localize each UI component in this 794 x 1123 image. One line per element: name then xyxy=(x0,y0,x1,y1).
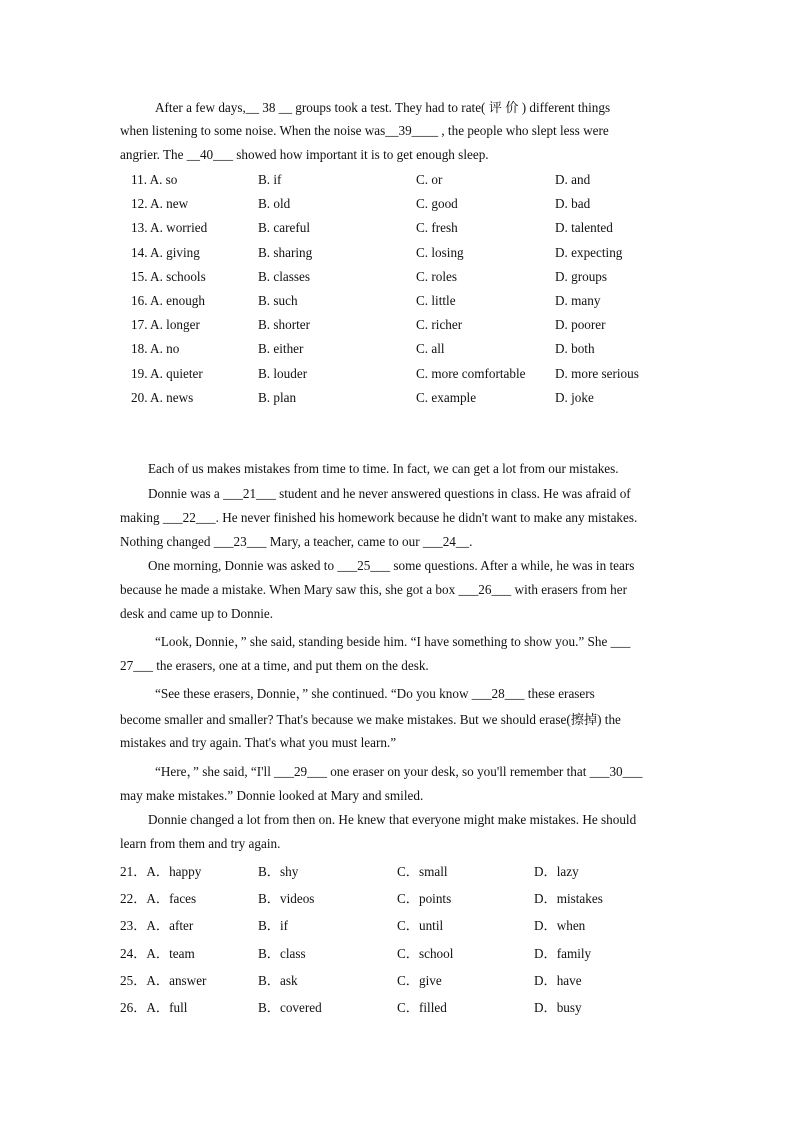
option-b: B．videos xyxy=(258,891,315,907)
option-c: C．give xyxy=(397,972,442,988)
option-row-13 xyxy=(131,220,691,244)
option-c: C. all xyxy=(416,341,445,357)
option-a: 17. A. longer xyxy=(131,317,200,333)
option-row-19 xyxy=(131,366,691,390)
option-a: 12. A. new xyxy=(131,196,189,212)
option-b: B. louder xyxy=(258,365,308,381)
option-d: D．lazy xyxy=(534,864,579,879)
option-d: D．have xyxy=(534,972,582,988)
option-row-24 xyxy=(120,943,680,970)
option-d: D. both xyxy=(555,341,595,357)
option-d: D. groups xyxy=(555,268,608,284)
option-c: C．until xyxy=(397,918,444,934)
option-b: B. old xyxy=(258,196,291,212)
passage2-p7b: learn from them and try again. xyxy=(120,836,281,851)
option-a: 14. A. giving xyxy=(131,244,200,260)
option-b: B. such xyxy=(258,292,298,308)
passage1-line3: angrier. The __40___ showed how important it is to get enough sleep. xyxy=(120,147,489,162)
option-a: 23．A．after xyxy=(120,918,194,934)
option-row-14 xyxy=(131,245,691,269)
option-a: 22．A．faces xyxy=(120,891,197,907)
option-d: D．family xyxy=(534,945,592,961)
option-b: B. shorter xyxy=(258,317,311,333)
option-row-16 xyxy=(131,293,691,317)
option-a: 13. A. worried xyxy=(131,220,208,236)
option-row-20 xyxy=(131,390,691,414)
option-c: C. roles xyxy=(416,268,458,284)
options-list-1 xyxy=(131,172,691,414)
option-b: B. classes xyxy=(258,268,311,284)
option-b: B. sharing xyxy=(258,244,313,260)
passage2-p7a: Donnie changed a lot from then on. He knew that everyone might make mistakes. He should xyxy=(148,812,637,827)
options-list-2 xyxy=(120,861,680,1024)
option-row-21 xyxy=(120,861,680,888)
option-d: D. joke xyxy=(555,389,594,405)
option-d: D. and xyxy=(555,172,591,187)
option-a: 21．A．happy xyxy=(120,864,202,879)
passage2-p5a: “See these erasers, Donnie，” she continued. “Do you know ___28___ these erasers xyxy=(155,686,595,701)
passage2-p2a: Donnie was a ___21___ student and he never answered questions in class. He was afraid of xyxy=(148,486,631,501)
option-d: D. more serious xyxy=(555,365,639,381)
option-c: C. or xyxy=(416,172,443,187)
option-row-23 xyxy=(120,915,680,942)
option-a: 24．A．team xyxy=(120,945,195,961)
option-c: C．small xyxy=(397,864,448,879)
option-row-25 xyxy=(120,970,680,997)
option-d: D．mistakes xyxy=(534,891,603,907)
option-c: C. good xyxy=(416,196,458,212)
passage2-p3c: desk and came up to Donnie. xyxy=(120,606,274,621)
passage2-p6a: “Here，” she said, “I'll ___29___ one eraser on your desk, so you'll remember that ___30___ xyxy=(155,764,643,779)
passage2-p2b: making ___22___. He never finished his homework because he didn't want to make any mistakes. xyxy=(120,510,638,525)
option-d: D. poorer xyxy=(555,317,606,333)
option-c: C. richer xyxy=(416,317,463,333)
option-d: D. bad xyxy=(555,196,591,212)
option-a: 16. A. enough xyxy=(131,292,205,308)
option-a: 25．A．answer xyxy=(120,972,207,988)
option-b: B. plan xyxy=(258,389,297,405)
passage2-p2c: Nothing changed ___23___ Mary, a teacher, came to our ___24__. xyxy=(120,534,473,549)
passage2-p4a: “Look, Donnie，” she said, standing beside him. “I have something to show you.” She ___ xyxy=(155,634,631,649)
option-b: B. if xyxy=(258,172,282,187)
passage2-p5b: become smaller and smaller? That's because we make mistakes. But we should erase(擦掉) the xyxy=(120,712,621,727)
option-c: C. little xyxy=(416,292,456,308)
option-row-26 xyxy=(120,997,680,1024)
option-b: B．if xyxy=(258,918,289,934)
option-b: B．ask xyxy=(258,972,298,988)
option-a: 15. A. schools xyxy=(131,268,206,284)
option-b: B. either xyxy=(258,341,304,357)
option-a: 18. A. no xyxy=(131,341,180,357)
option-row-22 xyxy=(120,888,680,915)
option-row-17 xyxy=(131,317,691,341)
option-c: C．filled xyxy=(397,999,447,1015)
option-a: 20. A. news xyxy=(131,389,194,405)
option-a: 26．A．full xyxy=(120,999,188,1015)
option-d: D. talented xyxy=(555,220,613,236)
option-row-12 xyxy=(131,196,691,220)
option-d: D. many xyxy=(555,292,601,308)
option-c: C. fresh xyxy=(416,220,458,236)
option-d: D．busy xyxy=(534,999,582,1015)
passage2-p3a: One morning, Donnie was asked to ___25___ some questions. After a while, he was in tears xyxy=(148,558,635,573)
option-b: B．shy xyxy=(258,864,299,879)
passage2-p5c: mistakes and try again. That's what you must learn.” xyxy=(120,735,397,750)
passage2-p4b: 27___ the erasers, one at a time, and put them on the desk. xyxy=(120,658,429,673)
option-c: C. losing xyxy=(416,244,464,260)
option-c: C. example xyxy=(416,389,477,405)
option-b: B. careful xyxy=(258,220,310,236)
option-d: D. expecting xyxy=(555,244,623,260)
option-b: B．class xyxy=(258,945,306,961)
passage1-line2: when listening to some noise. When the noise was__39____ , the people who slept less were xyxy=(120,123,609,138)
option-c: C．points xyxy=(397,891,452,907)
passage2-p3b: because he made a mistake. When Mary saw this, she got a box ___26___ with erasers from her xyxy=(120,582,627,597)
passage1-line1: After a few days,__ 38 __ groups took a test. They had to rate( 评 价 ) different things xyxy=(155,100,611,115)
option-row-11 xyxy=(131,172,691,196)
option-b: B．covered xyxy=(258,999,322,1015)
option-a: 11. A. so xyxy=(131,172,178,187)
option-c: C. more comfortable xyxy=(416,365,526,381)
option-d: D．when xyxy=(534,918,586,934)
option-row-15 xyxy=(131,269,691,293)
passage2-p1: Each of us makes mistakes from time to time. In fact, we can get a lot from our mistakes. xyxy=(148,461,619,476)
option-c: C．school xyxy=(397,945,454,961)
option-a: 19. A. quieter xyxy=(131,365,203,381)
passage2-p6b: may make mistakes.” Donnie looked at Mary and smiled. xyxy=(120,788,424,803)
option-row-18 xyxy=(131,341,691,365)
